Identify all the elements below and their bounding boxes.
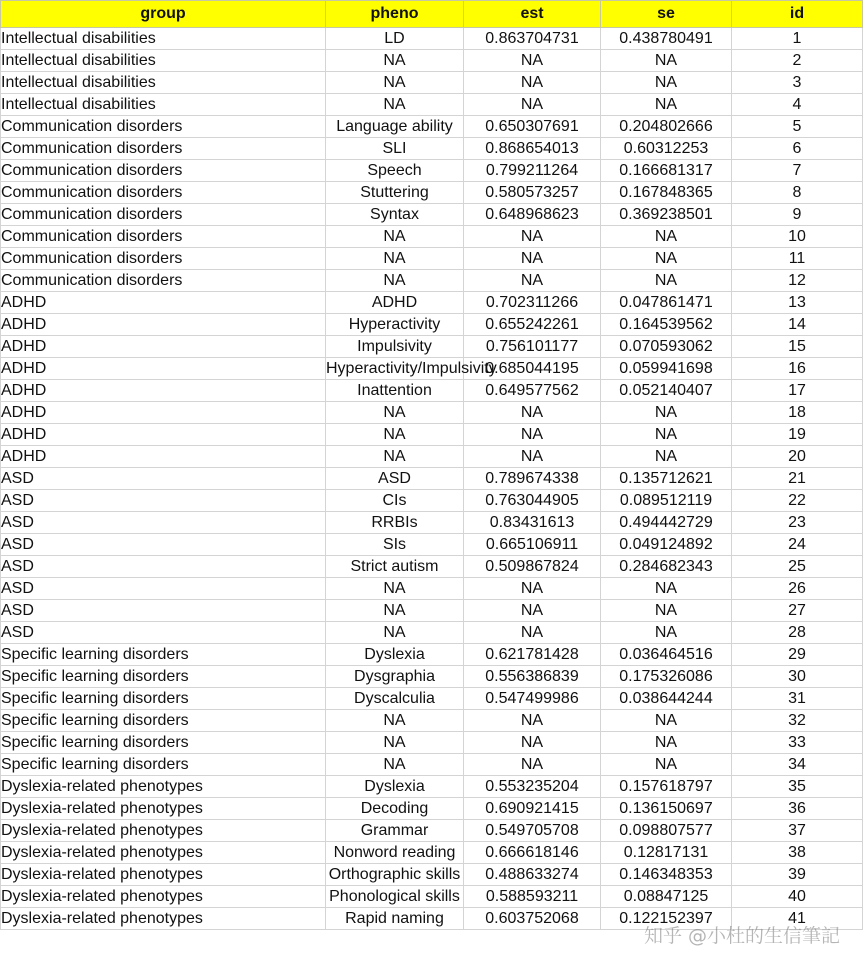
cell-id[interactable]: 21 (732, 468, 863, 490)
cell-est[interactable]: 0.763044905 (464, 490, 601, 512)
cell-pheno[interactable]: Dyscalculia (326, 688, 464, 710)
cell-se[interactable]: NA (601, 402, 732, 424)
cell-id[interactable]: 31 (732, 688, 863, 710)
cell-pheno[interactable]: Speech (326, 160, 464, 182)
table-row (1, 358, 863, 380)
cell-est[interactable]: 0.685044195 (464, 358, 601, 380)
cell-se[interactable]: 0.175326086 (601, 666, 732, 688)
table-row (1, 512, 863, 534)
cell-pheno[interactable]: NA (326, 270, 464, 292)
cell-se[interactable]: 0.089512119 (601, 490, 732, 512)
cell-est[interactable]: 0.603752068 (464, 908, 601, 930)
cell-pheno[interactable]: NA (326, 424, 464, 446)
table-row (1, 754, 863, 776)
table-row (1, 622, 863, 644)
cell-est[interactable]: 0.549705708 (464, 820, 601, 842)
table-row (1, 270, 863, 292)
cell-est[interactable]: 0.655242261 (464, 314, 601, 336)
table-row (1, 248, 863, 270)
cell-se[interactable]: NA (601, 94, 732, 116)
table-row (1, 710, 863, 732)
cell-group[interactable]: Intellectual disabilities (1, 94, 326, 116)
cell-pheno[interactable]: NA (326, 402, 464, 424)
cell-pheno[interactable]: Dysgraphia (326, 666, 464, 688)
cell-id[interactable]: 22 (732, 490, 863, 512)
cell-se[interactable]: 0.052140407 (601, 380, 732, 402)
cell-est[interactable]: NA (464, 578, 601, 600)
table-row (1, 864, 863, 886)
cell-group[interactable]: Dyslexia-related phenotypes (1, 820, 326, 842)
cell-est[interactable]: 0.649577562 (464, 380, 601, 402)
cell-group[interactable]: ADHD (1, 402, 326, 424)
cell-pheno[interactable]: Inattention (326, 380, 464, 402)
table-row (1, 446, 863, 468)
cell-group[interactable]: ADHD (1, 358, 326, 380)
table-row (1, 292, 863, 314)
cell-group[interactable]: Specific learning disorders (1, 754, 326, 776)
cell-pheno[interactable]: NA (326, 710, 464, 732)
cell-group[interactable]: ASD (1, 534, 326, 556)
cell-id[interactable]: 33 (732, 732, 863, 754)
table-row (1, 842, 863, 864)
cell-se[interactable]: 0.122152397 (601, 908, 732, 930)
cell-group[interactable]: Communication disorders (1, 226, 326, 248)
cell-pheno[interactable]: ADHD (326, 292, 464, 314)
table-row (1, 50, 863, 72)
cell-est[interactable]: NA (464, 226, 601, 248)
cell-est[interactable]: 0.863704731 (464, 28, 601, 50)
cell-se[interactable]: 0.166681317 (601, 160, 732, 182)
header-pheno[interactable]: pheno (326, 1, 464, 28)
cell-pheno[interactable]: NA (326, 578, 464, 600)
header-group[interactable]: group (1, 1, 326, 28)
cell-est[interactable]: NA (464, 710, 601, 732)
cell-pheno[interactable]: Syntax (326, 204, 464, 226)
header-id[interactable]: id (732, 1, 863, 28)
table-row (1, 534, 863, 556)
cell-est[interactable]: 0.509867824 (464, 556, 601, 578)
cell-id[interactable]: 20 (732, 446, 863, 468)
cell-pheno[interactable]: LD (326, 28, 464, 50)
cell-est[interactable]: 0.588593211 (464, 886, 601, 908)
table-row (1, 688, 863, 710)
table-row (1, 94, 863, 116)
cell-se[interactable]: NA (601, 754, 732, 776)
cell-pheno[interactable]: NA (326, 754, 464, 776)
cell-group[interactable]: Specific learning disorders (1, 710, 326, 732)
cell-se[interactable]: NA (601, 226, 732, 248)
cell-id[interactable]: 19 (732, 424, 863, 446)
cell-group[interactable]: ADHD (1, 336, 326, 358)
cell-group[interactable]: Dyslexia-related phenotypes (1, 886, 326, 908)
cell-group[interactable]: Dyslexia-related phenotypes (1, 842, 326, 864)
cell-est[interactable]: 0.553235204 (464, 776, 601, 798)
cell-id[interactable]: 5 (732, 116, 863, 138)
table-row (1, 908, 863, 930)
table-row (1, 556, 863, 578)
cell-se[interactable]: 0.164539562 (601, 314, 732, 336)
cell-group[interactable]: ASD (1, 468, 326, 490)
cell-se[interactable]: NA (601, 270, 732, 292)
cell-id[interactable]: 32 (732, 710, 863, 732)
cell-pheno[interactable]: NA (326, 50, 464, 72)
cell-est[interactable]: 0.666618146 (464, 842, 601, 864)
cell-id[interactable]: 9 (732, 204, 863, 226)
cell-id[interactable]: 39 (732, 864, 863, 886)
cell-group[interactable]: Communication disorders (1, 270, 326, 292)
cell-se[interactable]: NA (601, 710, 732, 732)
cell-pheno[interactable]: NA (326, 600, 464, 622)
header-est[interactable]: est (464, 1, 601, 28)
table-row (1, 138, 863, 160)
cell-est[interactable]: 0.665106911 (464, 534, 601, 556)
cell-pheno[interactable]: NA (326, 226, 464, 248)
cell-id[interactable]: 18 (732, 402, 863, 424)
cell-se[interactable]: 0.08847125 (601, 886, 732, 908)
cell-pheno[interactable]: Rapid naming (326, 908, 464, 930)
cell-se[interactable]: 0.438780491 (601, 28, 732, 50)
cell-est[interactable]: NA (464, 446, 601, 468)
cell-se[interactable]: NA (601, 578, 732, 600)
cell-group[interactable]: ASD (1, 490, 326, 512)
table-row (1, 336, 863, 358)
cell-est[interactable]: 0.690921415 (464, 798, 601, 820)
cell-est[interactable]: 0.648968623 (464, 204, 601, 226)
cell-pheno[interactable]: Dyslexia (326, 644, 464, 666)
cell-pheno[interactable]: RRBIs (326, 512, 464, 534)
cell-group[interactable]: Communication disorders (1, 138, 326, 160)
cell-id[interactable]: 35 (732, 776, 863, 798)
cell-id[interactable]: 3 (732, 72, 863, 94)
cell-pheno[interactable]: Decoding (326, 798, 464, 820)
cell-id[interactable]: 27 (732, 600, 863, 622)
cell-se[interactable]: 0.60312253 (601, 138, 732, 160)
cell-pheno[interactable]: Hyperactivity/Impulsivity (326, 358, 464, 380)
cell-id[interactable]: 34 (732, 754, 863, 776)
cell-pheno[interactable]: NA (326, 622, 464, 644)
cell-se[interactable]: 0.098807577 (601, 820, 732, 842)
table-row (1, 160, 863, 182)
cell-group[interactable]: Dyslexia-related phenotypes (1, 908, 326, 930)
table-row (1, 116, 863, 138)
table-row (1, 424, 863, 446)
cell-pheno[interactable]: Impulsivity (326, 336, 464, 358)
cell-group[interactable]: Intellectual disabilities (1, 28, 326, 50)
cell-id[interactable]: 25 (732, 556, 863, 578)
cell-se[interactable]: NA (601, 424, 732, 446)
table-row (1, 600, 863, 622)
cell-id[interactable]: 2 (732, 50, 863, 72)
table-row (1, 72, 863, 94)
cell-group[interactable]: Intellectual disabilities (1, 50, 326, 72)
cell-est[interactable]: 0.547499986 (464, 688, 601, 710)
cell-pheno[interactable]: Orthographic skills (326, 864, 464, 886)
table-row (1, 468, 863, 490)
cell-group[interactable]: Dyslexia-related phenotypes (1, 864, 326, 886)
cell-group[interactable]: Specific learning disorders (1, 688, 326, 710)
header-row (1, 1, 863, 28)
cell-se[interactable]: 0.059941698 (601, 358, 732, 380)
table-row (1, 732, 863, 754)
cell-group[interactable]: ADHD (1, 380, 326, 402)
cell-id[interactable]: 16 (732, 358, 863, 380)
cell-group[interactable]: ASD (1, 556, 326, 578)
cell-pheno[interactable]: SLI (326, 138, 464, 160)
cell-est[interactable]: NA (464, 248, 601, 270)
cell-id[interactable]: 14 (732, 314, 863, 336)
cell-pheno[interactable]: SIs (326, 534, 464, 556)
cell-id[interactable]: 37 (732, 820, 863, 842)
cell-se[interactable]: 0.049124892 (601, 534, 732, 556)
table-row (1, 314, 863, 336)
cell-se[interactable]: NA (601, 50, 732, 72)
cell-est[interactable]: NA (464, 94, 601, 116)
cell-se[interactable]: NA (601, 622, 732, 644)
table-row (1, 644, 863, 666)
table-row (1, 578, 863, 600)
cell-pheno[interactable]: Grammar (326, 820, 464, 842)
header-se[interactable]: se (601, 1, 732, 28)
cell-se[interactable]: NA (601, 732, 732, 754)
cell-se[interactable]: 0.135712621 (601, 468, 732, 490)
cell-est[interactable]: 0.488633274 (464, 864, 601, 886)
cell-est[interactable]: 0.789674338 (464, 468, 601, 490)
cell-pheno[interactable]: Nonword reading (326, 842, 464, 864)
cell-pheno[interactable]: ASD (326, 468, 464, 490)
cell-id[interactable]: 26 (732, 578, 863, 600)
cell-pheno[interactable]: Phonological skills (326, 886, 464, 908)
cell-group[interactable]: Communication disorders (1, 204, 326, 226)
table-row (1, 666, 863, 688)
cell-se[interactable]: NA (601, 600, 732, 622)
cell-group[interactable]: ADHD (1, 314, 326, 336)
cell-group[interactable]: Communication disorders (1, 248, 326, 270)
table-row (1, 402, 863, 424)
cell-id[interactable]: 1 (732, 28, 863, 50)
cell-se[interactable]: 0.038644244 (601, 688, 732, 710)
table-row (1, 28, 863, 50)
cell-group[interactable]: ADHD (1, 292, 326, 314)
cell-id[interactable]: 30 (732, 666, 863, 688)
table-row (1, 798, 863, 820)
cell-se[interactable]: 0.167848365 (601, 182, 732, 204)
cell-group[interactable]: Specific learning disorders (1, 666, 326, 688)
cell-group[interactable]: ASD (1, 512, 326, 534)
table-body (1, 28, 863, 930)
cell-est[interactable]: 0.621781428 (464, 644, 601, 666)
cell-se[interactable]: NA (601, 248, 732, 270)
cell-group[interactable]: Communication disorders (1, 116, 326, 138)
cell-se[interactable]: 0.157618797 (601, 776, 732, 798)
cell-id[interactable]: 24 (732, 534, 863, 556)
table-row (1, 226, 863, 248)
cell-pheno[interactable]: Stuttering (326, 182, 464, 204)
cell-pheno[interactable]: Dyslexia (326, 776, 464, 798)
cell-se[interactable]: 0.12817131 (601, 842, 732, 864)
cell-se[interactable]: 0.204802666 (601, 116, 732, 138)
cell-pheno[interactable]: CIs (326, 490, 464, 512)
cell-pheno[interactable]: Language ability (326, 116, 464, 138)
cell-id[interactable]: 36 (732, 798, 863, 820)
table-row (1, 886, 863, 908)
cell-group[interactable]: Dyslexia-related phenotypes (1, 776, 326, 798)
cell-id[interactable]: 4 (732, 94, 863, 116)
table-row (1, 380, 863, 402)
cell-est[interactable]: NA (464, 622, 601, 644)
cell-se[interactable]: 0.136150697 (601, 798, 732, 820)
table-row (1, 490, 863, 512)
cell-est[interactable]: 0.702311266 (464, 292, 601, 314)
cell-id[interactable]: 8 (732, 182, 863, 204)
cell-est[interactable]: 0.868654013 (464, 138, 601, 160)
cell-pheno[interactable]: NA (326, 446, 464, 468)
cell-est[interactable]: 0.556386839 (464, 666, 601, 688)
cell-id[interactable]: 29 (732, 644, 863, 666)
table-row (1, 776, 863, 798)
cell-id[interactable]: 7 (732, 160, 863, 182)
cell-id[interactable]: 6 (732, 138, 863, 160)
cell-pheno[interactable]: NA (326, 732, 464, 754)
cell-est[interactable]: 0.83431613 (464, 512, 601, 534)
cell-id[interactable]: 17 (732, 380, 863, 402)
cell-pheno[interactable]: Hyperactivity (326, 314, 464, 336)
cell-id[interactable]: 41 (732, 908, 863, 930)
cell-id[interactable]: 38 (732, 842, 863, 864)
cell-se[interactable]: 0.070593062 (601, 336, 732, 358)
cell-group[interactable]: Communication disorders (1, 182, 326, 204)
cell-group[interactable]: Specific learning disorders (1, 732, 326, 754)
watermark: 知乎 @小杜的生信筆記 (643, 925, 840, 947)
cell-group[interactable]: ADHD (1, 446, 326, 468)
cell-id[interactable]: 13 (732, 292, 863, 314)
cell-id[interactable]: 40 (732, 886, 863, 908)
cell-pheno[interactable]: NA (326, 72, 464, 94)
cell-se[interactable]: 0.146348353 (601, 864, 732, 886)
cell-est[interactable]: NA (464, 424, 601, 446)
cell-est[interactable]: NA (464, 72, 601, 94)
cell-est[interactable]: NA (464, 754, 601, 776)
cell-est[interactable]: NA (464, 732, 601, 754)
cell-id[interactable]: 28 (732, 622, 863, 644)
cell-est[interactable]: NA (464, 50, 601, 72)
cell-est[interactable]: 0.799211264 (464, 160, 601, 182)
cell-group[interactable]: ASD (1, 578, 326, 600)
table-row (1, 820, 863, 842)
cell-group[interactable]: ASD (1, 622, 326, 644)
cell-pheno[interactable]: NA (326, 94, 464, 116)
cell-se[interactable]: 0.494442729 (601, 512, 732, 534)
cell-se[interactable]: NA (601, 72, 732, 94)
table-row (1, 182, 863, 204)
cell-se[interactable]: 0.036464516 (601, 644, 732, 666)
cell-group[interactable]: Specific learning disorders (1, 644, 326, 666)
cell-id[interactable]: 15 (732, 336, 863, 358)
cell-group[interactable]: ADHD (1, 424, 326, 446)
cell-id[interactable]: 12 (732, 270, 863, 292)
cell-pheno[interactable]: NA (326, 248, 464, 270)
cell-est[interactable]: NA (464, 600, 601, 622)
cell-est[interactable]: NA (464, 402, 601, 424)
cell-pheno[interactable]: Strict autism (326, 556, 464, 578)
cell-group[interactable]: Intellectual disabilities (1, 72, 326, 94)
cell-group[interactable]: Communication disorders (1, 160, 326, 182)
cell-id[interactable]: 23 (732, 512, 863, 534)
cell-se[interactable]: 0.284682343 (601, 556, 732, 578)
cell-se[interactable]: NA (601, 446, 732, 468)
cell-se[interactable]: 0.047861471 (601, 292, 732, 314)
cell-est[interactable]: 0.580573257 (464, 182, 601, 204)
cell-est[interactable]: 0.650307691 (464, 116, 601, 138)
cell-est[interactable]: 0.756101177 (464, 336, 601, 358)
cell-se[interactable]: 0.369238501 (601, 204, 732, 226)
table-row (1, 204, 863, 226)
cell-id[interactable]: 11 (732, 248, 863, 270)
cell-group[interactable]: ASD (1, 600, 326, 622)
cell-group[interactable]: Dyslexia-related phenotypes (1, 798, 326, 820)
cell-est[interactable]: NA (464, 270, 601, 292)
cell-id[interactable]: 10 (732, 226, 863, 248)
